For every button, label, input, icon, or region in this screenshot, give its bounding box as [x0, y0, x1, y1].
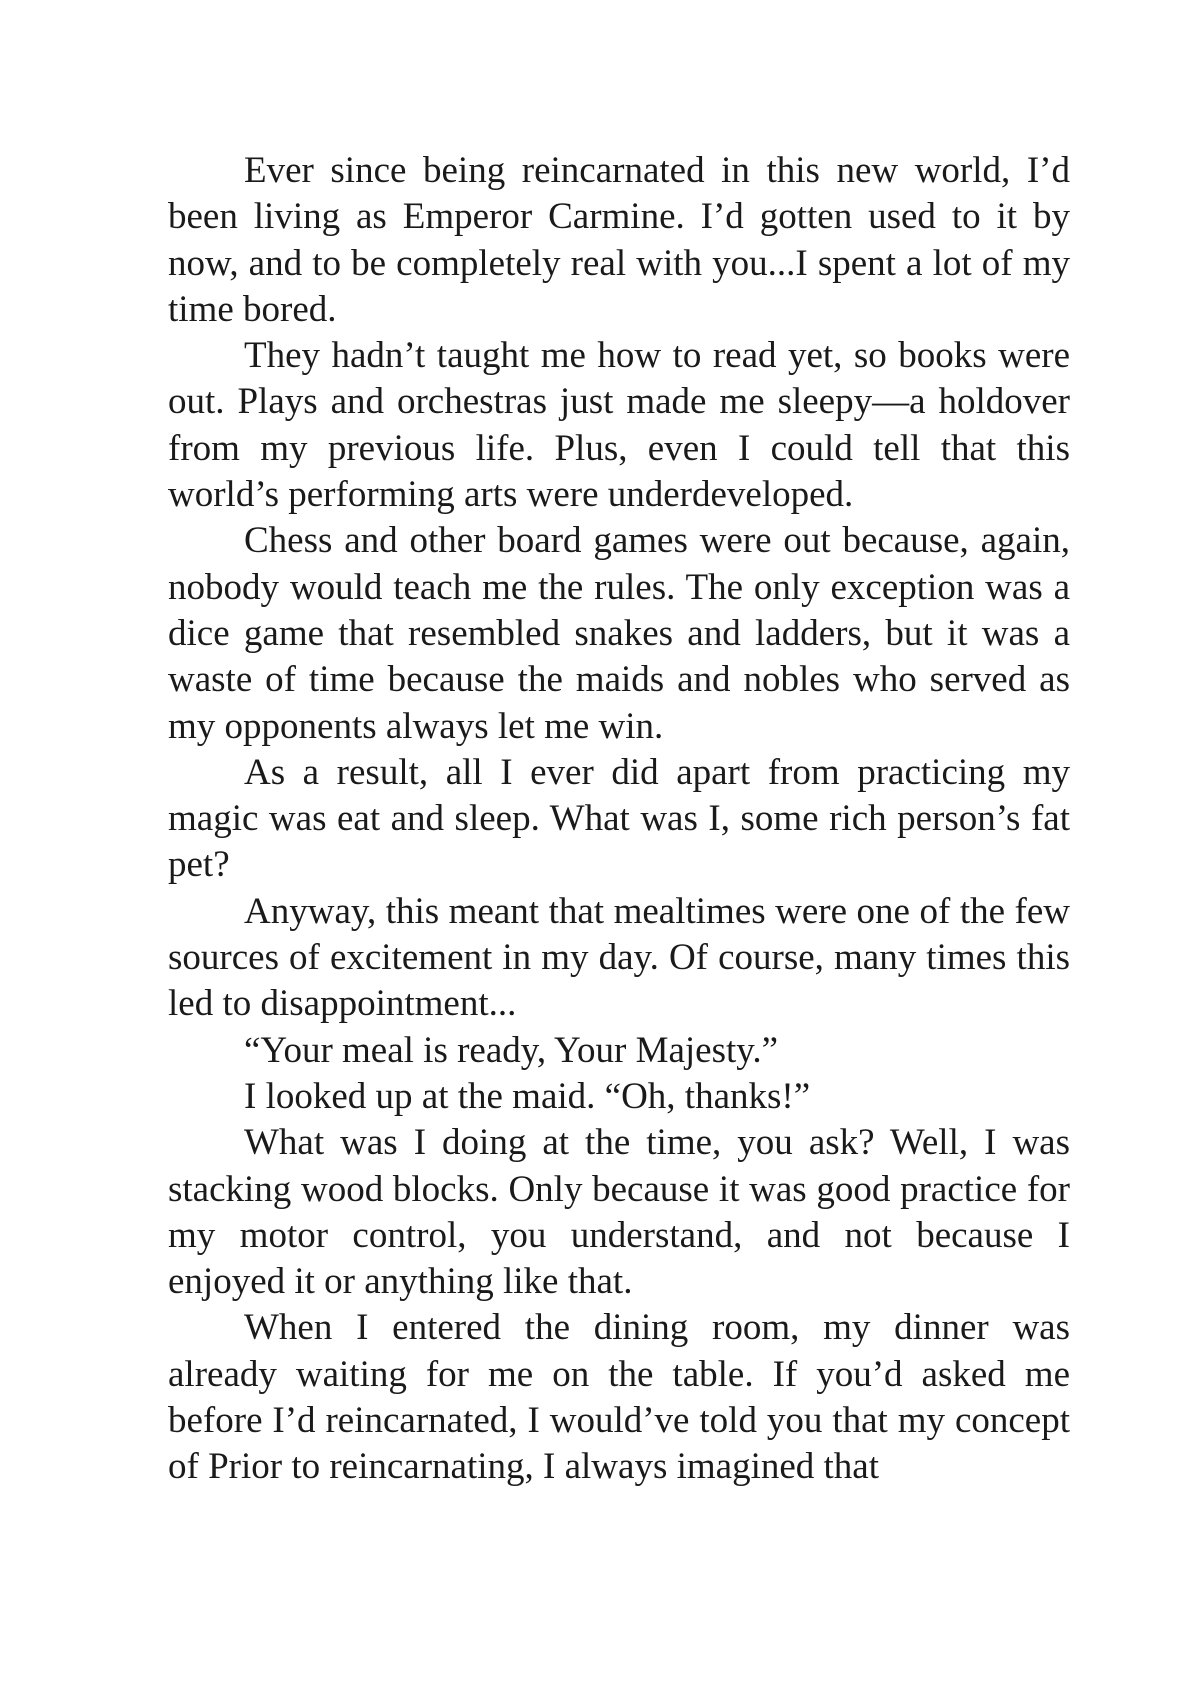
paragraph: Ever since being reincarnated in this new world, I’d been living as Emperor Carmine. I’d gotten used to it by now, and to be completely real with you...I spent a lot of my time bored. — [168, 150, 1070, 330]
paragraph: “Your meal is ready, Your Majesty.” — [244, 1029, 779, 1071]
paragraph: When I entered the dining room, my dinner was already waiting for me on the table. If you’d asked me before I’d reincarnated, I would’ve told you that my concept of Prior to reincarnating, I always imagined that — [168, 1307, 1070, 1488]
paragraph: I looked up at the maid. “Oh, thanks!” — [244, 1075, 811, 1117]
paragraph: Anyway, this meant that mealtimes were one of the few sources of excitement in my day. Of course, many times this led to disappointment... — [168, 890, 1070, 1025]
paragraph: They hadn’t taught me how to read yet, so books were out. Plays and orchestras just made me sleepy—a holdover from my previous life. Plus, even I could tell that this world’s performing arts were underdeveloped. — [168, 335, 1070, 516]
paragraph: What was I doing at the time, you ask? Well, I was stacking wood blocks. Only because it was good practice for my motor control, you understand, and not because I enjoyed it or anything like that. — [168, 1122, 1070, 1303]
paragraph: Chess and other board games were out because, again, nobody would teach me the rules. The only exception was a dice game that resembled snakes and ladders, but it was a waste of time because the maids and nobles who served as my opponents always let me win. — [168, 520, 1070, 747]
paragraph: As a result, all I ever did apart from practicing my magic was eat and sleep. What was I, some rich person’s fat pet? — [168, 751, 1070, 886]
body-text — [168, 148, 1070, 1491]
